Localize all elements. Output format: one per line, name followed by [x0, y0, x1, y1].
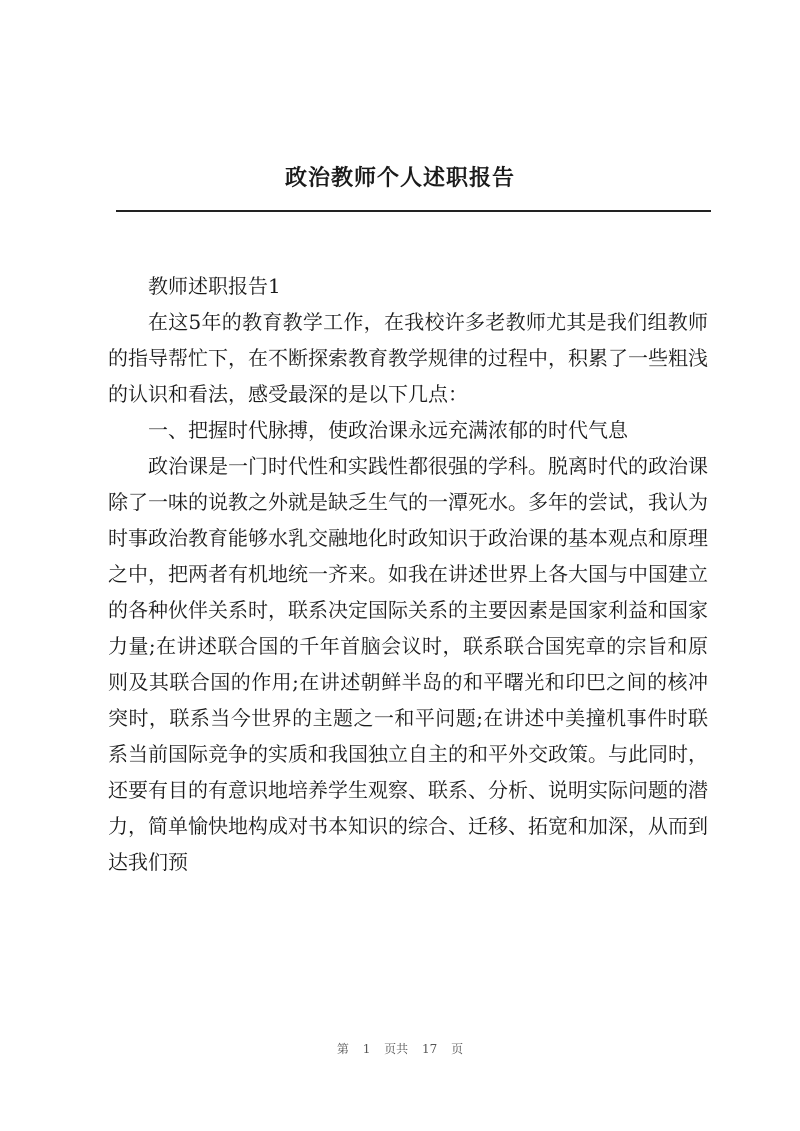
page-footer [0, 1040, 800, 1058]
title-divider [116, 210, 711, 212]
footer-label-pages: 页 [451, 1042, 464, 1056]
footer-current-page: 1 [362, 1042, 371, 1056]
footer-label-page: 第 [336, 1042, 349, 1056]
section-heading: 教师述职报告1 [148, 274, 281, 298]
document-title: 政治教师个人述职报告 [284, 165, 515, 191]
subsection-heading: 一、把握时代脉搏，使政治课永远充满浓郁的时代气息 [148, 418, 628, 442]
footer-label-of: 页共 [384, 1042, 409, 1056]
body-paragraph: 在这5年的教育教学工作，在我校许多老教师尤其是我们组教师的指导帮忙下，在不断探索教育教学规律的过程中，积累了一些粗浅的认识和看法，感受最深的是以下几点： [108, 310, 708, 406]
document-body [108, 268, 708, 880]
body-paragraph: 政治课是一门时代性和实践性都很强的学科。脱离时代的政治课除了一味的说教之外就是缺乏生气的一潭死水。多年的尝试，我认为时事政治教育能够水乳交融地化时政知识于政治课的基本观点和原理之中，把两者有机地统一齐来。如我在讲述世界上各大国与中国建立的各种伙伴关系时，联系决定国际关系的主要因素是国家利益和国家力量;在讲述联合国的千年首脑会议时，联系联合国宪章的宗旨和原则及其联合国的作用;在讲述朝鲜半岛的和平曙光和印巴之间的核冲突时，联系当今世界的主题之一和平问题;在讲述中美撞机事件时联系当前国际竞争的实质和我国独立自主的和平外交政策。与此同时，还要有目的有意识地培养学生观察、联系、分析、说明实际问题的潜力，简单愉快地构成对书本知识的综合、迁移、拓宽和加深，从而到达我们预 [108, 454, 708, 874]
footer-total-pages: 17 [422, 1042, 438, 1056]
